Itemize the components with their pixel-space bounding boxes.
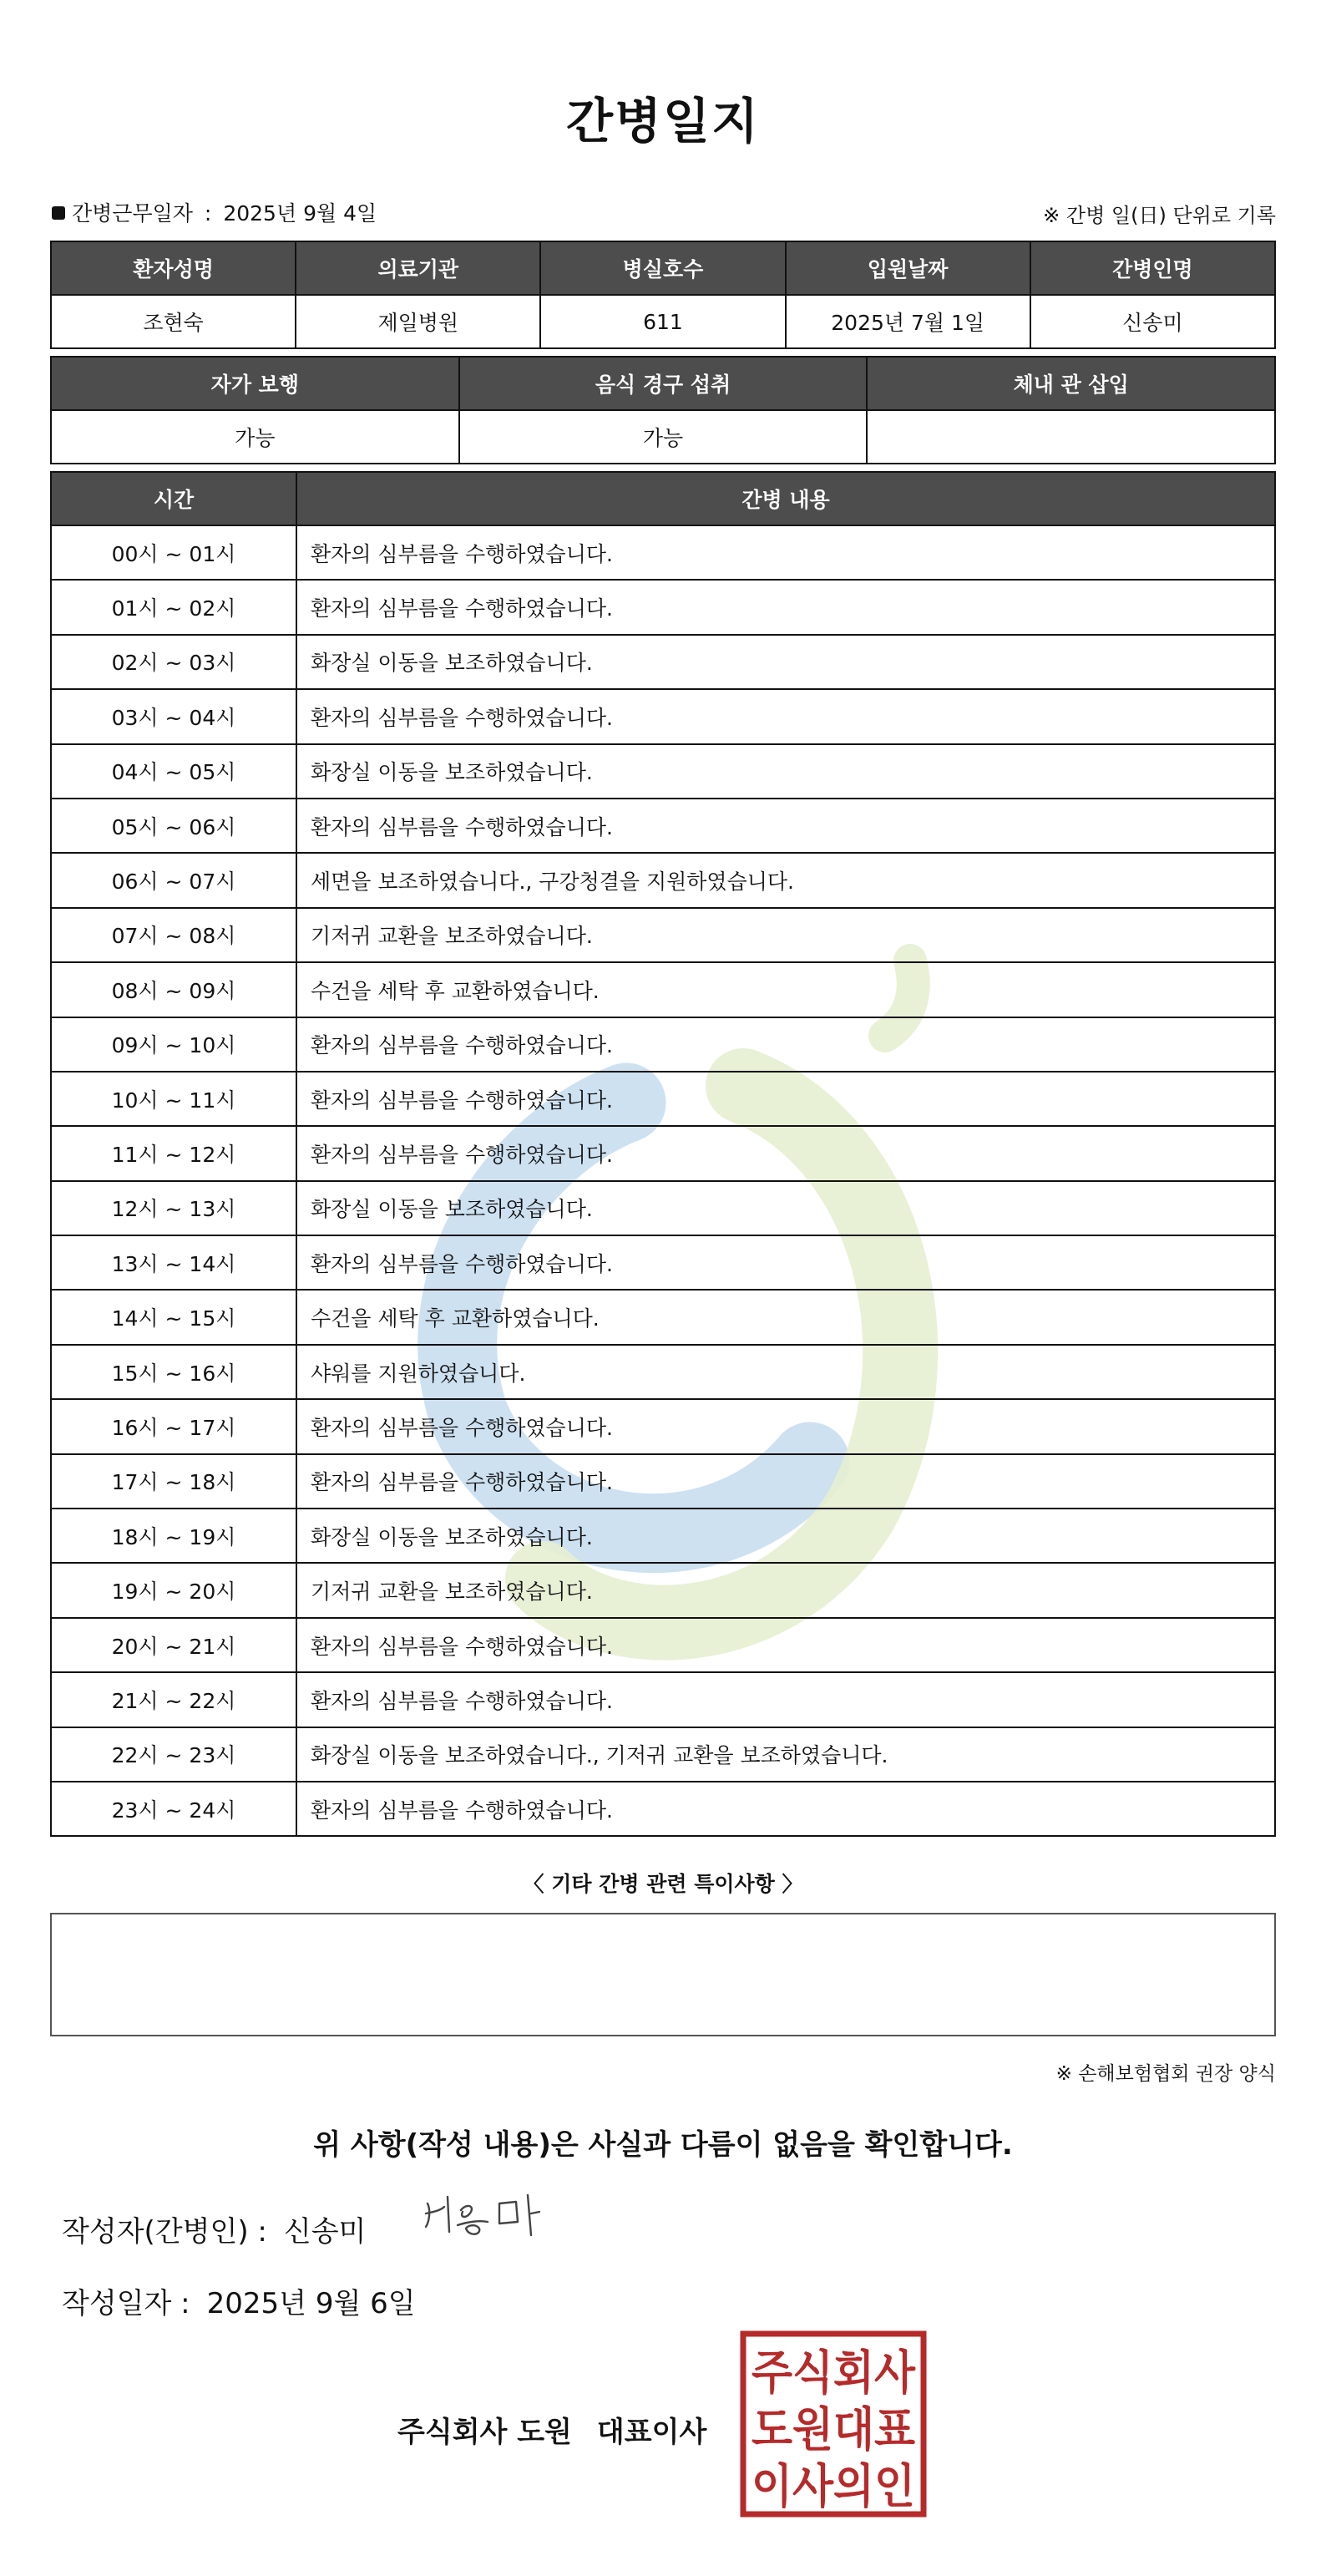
- care-log-time: 16시 ~ 17시: [51, 1399, 296, 1453]
- care-log-time: 02시 ~ 03시: [51, 635, 296, 689]
- care-log-content: 수건을 세탁 후 교환하였습니다.: [296, 1290, 1275, 1344]
- care-log-row: [51, 1454, 1275, 1509]
- care-log-row: [51, 1618, 1275, 1672]
- company-line: [397, 2409, 706, 2450]
- care-log-content: 환자의 심부름을 수행하였습니다.: [296, 1235, 1275, 1290]
- care-log-row: [51, 1126, 1275, 1180]
- care-log-content: 환자의 심부름을 수행하였습니다.: [296, 1618, 1275, 1672]
- care-log-table: [50, 471, 1276, 1837]
- care-log-content: 수건을 세탁 후 교환하였습니다.: [296, 962, 1275, 1017]
- care-log-row: [51, 1017, 1275, 1072]
- care-log-row: [51, 1672, 1275, 1727]
- handwritten-signature: [419, 2185, 561, 2244]
- header-room-number: 병실호수: [540, 241, 785, 295]
- care-log-content: 환자의 심부름을 수행하였습니다.: [296, 689, 1275, 743]
- company-title: 대표이사: [596, 2416, 707, 2449]
- care-log-time: 07시 ~ 08시: [51, 908, 296, 962]
- care-log-content: 환자의 심부름을 수행하였습니다.: [296, 1672, 1275, 1727]
- care-log-content: 환자의 심부름을 수행하였습니다.: [296, 1399, 1275, 1453]
- care-log-content: 환자의 심부름을 수행하였습니다.: [296, 1454, 1275, 1509]
- care-log-content: 화장실 이동을 보조하였습니다.: [296, 1181, 1275, 1235]
- writer-line: [62, 2208, 366, 2249]
- header-hospital: 의료기관: [296, 241, 540, 295]
- patient-status-value-row: [51, 410, 1275, 464]
- care-log-time: 10시 ~ 11시: [51, 1072, 296, 1126]
- care-log-content: 환자의 심부름을 수행하였습니다.: [296, 525, 1275, 580]
- unit-note: ※ 간병 일(日) 단위로 기록: [1043, 204, 1276, 227]
- care-log-row: [51, 799, 1275, 853]
- care-log-row: [51, 1509, 1275, 1563]
- document-title: 간병일지: [565, 93, 761, 150]
- svg-text:도원대표: 도원대표: [752, 2403, 915, 2457]
- written-date-label: 작성일자 :: [62, 2287, 190, 2320]
- care-log-time: 22시 ~ 23시: [51, 1727, 296, 1782]
- care-log-content: 화장실 이동을 보조하였습니다.: [296, 1509, 1275, 1563]
- care-log-time: 14시 ~ 15시: [51, 1290, 296, 1344]
- care-log-time: 11시 ~ 12시: [51, 1126, 296, 1180]
- care-log-row: [51, 1181, 1275, 1235]
- care-log-content: 기저귀 교환을 보조하였습니다.: [296, 908, 1275, 962]
- care-log-row: [51, 1235, 1275, 1290]
- care-log-time: 00시 ~ 01시: [51, 525, 296, 580]
- care-log-row: [51, 962, 1275, 1017]
- care-log-row: [51, 1345, 1275, 1399]
- header-admission-date: 입원날짜: [786, 241, 1030, 295]
- care-log-row: [51, 1072, 1275, 1126]
- writer-name: 신송미: [283, 2215, 367, 2249]
- patient-name-value: 조현숙: [51, 295, 296, 348]
- care-date-label: 간병근무일자: [72, 201, 193, 226]
- care-log-row: [51, 689, 1275, 743]
- patient-info-value-row: [51, 295, 1275, 348]
- caregiver-name-value: 신송미: [1030, 295, 1275, 348]
- oral-intake-value: 가능: [459, 410, 868, 464]
- care-log-row: [51, 525, 1275, 580]
- care-log-time: 13시 ~ 14시: [51, 1235, 296, 1290]
- care-log-time: 23시 ~ 24시: [51, 1782, 296, 1836]
- care-log-time: 08시 ~ 09시: [51, 962, 296, 1017]
- care-log-content: 환자의 심부름을 수행하였습니다.: [296, 1782, 1275, 1836]
- care-log-time: 12시 ~ 13시: [51, 1181, 296, 1235]
- svg-text:이사의인: 이사의인: [752, 2460, 915, 2514]
- written-date-line: [62, 2280, 416, 2321]
- care-log-content: 환자의 심부름을 수행하였습니다.: [296, 1017, 1275, 1072]
- care-log-content: 화장실 이동을 보조하였습니다., 기저귀 교환을 보조하였습니다.: [296, 1727, 1275, 1782]
- care-log-time: 19시 ~ 20시: [51, 1563, 296, 1617]
- company-name: 주식회사 도원: [397, 2416, 572, 2449]
- confirmation-statement: 위 사항(작성 내용)은 사실과 다름이 없음을 확인합니다.: [313, 2128, 1013, 2162]
- care-log-content: 화장실 이동을 보조하였습니다.: [296, 744, 1275, 799]
- care-date-line: [52, 197, 377, 227]
- company-seal-stamp: [740, 2330, 927, 2518]
- patient-status-header-row: [51, 357, 1275, 410]
- header-patient-name: 환자성명: [51, 241, 296, 295]
- care-log-time: 18시 ~ 19시: [51, 1509, 296, 1563]
- writer-label: 작성자(간병인) :: [62, 2215, 267, 2249]
- care-log-time: 09시 ~ 10시: [51, 1017, 296, 1072]
- header-self-walking: 자가 보행: [51, 357, 459, 410]
- care-log-content: 화장실 이동을 보조하였습니다.: [296, 635, 1275, 689]
- bullet-square-icon: [52, 206, 65, 220]
- header-care-content: 간병 내용: [296, 472, 1275, 525]
- remarks-box: [50, 1913, 1276, 2036]
- tube-insertion-value: [867, 410, 1275, 464]
- care-log-content: 환자의 심부름을 수행하였습니다.: [296, 1126, 1275, 1180]
- admission-date-value: 2025년 7월 1일: [786, 295, 1030, 348]
- association-note: ※ 손해보험협회 권장 양식: [1055, 2063, 1276, 2085]
- header-tube-insertion: 체내 관 삽입: [867, 357, 1275, 410]
- care-log-content: 세면을 보조하였습니다., 구강청결을 지원하였습니다.: [296, 853, 1275, 907]
- care-log-time: 01시 ~ 02시: [51, 580, 296, 634]
- care-log-content: 환자의 심부름을 수행하였습니다.: [296, 1072, 1275, 1126]
- care-date-separator: :: [204, 201, 212, 226]
- care-log-row: [51, 908, 1275, 962]
- care-log-header-row: [51, 472, 1275, 525]
- care-log-time: 04시 ~ 05시: [51, 744, 296, 799]
- care-log-time: 06시 ~ 07시: [51, 853, 296, 907]
- hospital-value: 제일병원: [296, 295, 540, 348]
- header-caregiver-name: 간병인명: [1030, 241, 1275, 295]
- remarks-label: 〈 기타 간병 관련 특이사항 〉: [523, 1872, 803, 1896]
- care-log-row: [51, 1563, 1275, 1617]
- care-log-content: 기저귀 교환을 보조하였습니다.: [296, 1563, 1275, 1617]
- svg-text:주식회사: 주식회사: [752, 2346, 916, 2401]
- care-log-row: [51, 1290, 1275, 1344]
- care-date-value: 2025년 9월 4일: [223, 201, 377, 226]
- care-log-row: [51, 580, 1275, 634]
- care-log-row: [51, 1782, 1275, 1836]
- care-log-time: 03시 ~ 04시: [51, 689, 296, 743]
- care-log-row: [51, 1727, 1275, 1782]
- care-log-time: 17시 ~ 18시: [51, 1454, 296, 1509]
- self-walking-value: 가능: [51, 410, 459, 464]
- care-log-content: 샤워를 지원하였습니다.: [296, 1345, 1275, 1399]
- header-oral-intake: 음식 경구 섭취: [459, 357, 868, 410]
- care-log-time: 20시 ~ 21시: [51, 1618, 296, 1672]
- patient-status-table: [50, 356, 1276, 464]
- care-log-content: 환자의 심부름을 수행하였습니다.: [296, 799, 1275, 853]
- care-log-time: 21시 ~ 22시: [51, 1672, 296, 1727]
- care-log-content: 환자의 심부름을 수행하였습니다.: [296, 580, 1275, 634]
- header-time: 시간: [51, 472, 296, 525]
- room-number-value: 611: [540, 295, 785, 348]
- care-log-row: [51, 1399, 1275, 1453]
- care-log-time: 15시 ~ 16시: [51, 1345, 296, 1399]
- care-log-row: [51, 853, 1275, 907]
- patient-info-table: [50, 241, 1276, 349]
- care-log-body: [51, 525, 1275, 1836]
- patient-info-header-row: [51, 241, 1275, 295]
- care-log-time: 05시 ~ 06시: [51, 799, 296, 853]
- written-date-value: 2025년 9월 6일: [206, 2287, 416, 2320]
- care-log-row: [51, 635, 1275, 689]
- care-log-row: [51, 744, 1275, 799]
